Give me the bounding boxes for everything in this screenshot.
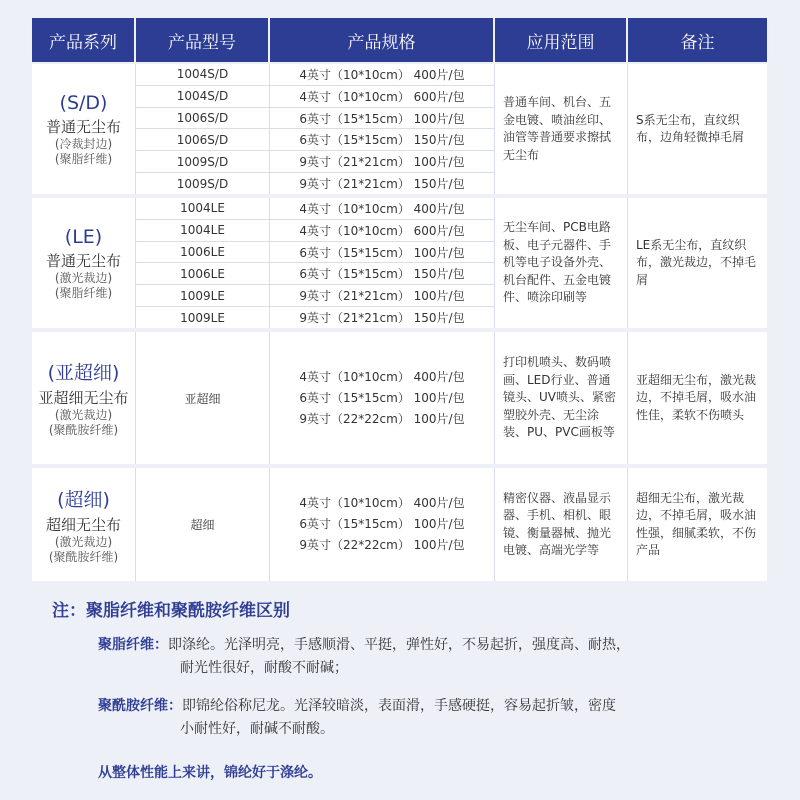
remarks-text: LE系无尘布，直纹织布，激光裁边，不掉毛屑 [636,237,757,287]
spec-cell: 9英寸（21*21cm） 150片/包 [299,177,465,192]
remarks-cell [628,332,767,464]
application-cell [495,64,628,194]
nylon-label: 聚酰胺纤维： [98,698,182,714]
model-cell: 1006S/D [136,108,269,130]
model-cell: 1009LE [136,285,269,307]
polyester-text: 即涤纶。光泽明亮，手感顺滑、平挺，弹性好，不易起折，强度高、耐热， [168,637,630,653]
remarks-text: 亚超细无尘布，激光裁边，不掉毛屑，吸水油性佳，柔软不伤喷头 [636,372,757,422]
series-name: 普通无尘布 [45,251,121,270]
model-cell [136,468,270,581]
spec-cell: 6英寸（15*15cm） 150片/包 [270,129,494,151]
spec-column [270,64,495,194]
remarks-cell [628,198,767,328]
group-sub-ultrafine [32,332,767,464]
model-column [136,198,270,328]
group-le [32,198,767,328]
spec-cell: 4英寸（10*10cm） 400片/包 [270,64,494,86]
model-column [136,64,270,194]
series-cell [32,332,136,464]
model-cell: 1006S/D [136,129,269,151]
polyester-text-cont: 耐光性很好，耐酸不耐碱； [180,660,348,676]
model-text: 超细 [190,518,215,532]
spec-cell: 6英寸（15*15cm） 100片/包 [270,242,494,264]
series-name: 普通无尘布 [45,117,121,136]
series-code: (亚超细) [47,362,120,384]
application-cell [495,468,628,581]
spec-cell: 4英寸（10*10cm） 600片/包 [270,86,494,108]
nylon-text-cont: 小耐性好，耐碱不耐酸。 [180,721,334,737]
model-cell [136,332,270,464]
spec-line: 9英寸（22*22cm） 100片/包 [299,538,465,552]
polyester-definition [98,634,630,680]
header-remarks: 备注 [628,18,767,62]
conclusion: 从整体性能上来讲，锦纶好于涤纶。 [98,765,322,781]
model-text: 亚超细 [184,391,221,406]
nylon-definition [98,695,616,741]
spec-cell: 6英寸（15*15cm） 100片/包 [270,108,494,130]
spec-cell: 4英寸（10*10cm） 400片/包 [270,198,494,220]
series-name: 超细无尘布 [45,515,121,534]
header-series: 产品系列 [32,18,136,62]
model-cell: 1009LE [180,310,225,325]
header-spec: 产品规格 [270,18,495,62]
polyester-label: 聚脂纤维： [98,637,168,653]
nylon-text: 即锦纶俗称尼龙。光泽较暗淡，表面滑，手感硬挺，容易起折皱，密度 [182,698,616,714]
series-cut: (激光裁边) [54,534,113,549]
application-cell [495,332,628,464]
series-cell [32,64,136,194]
series-cut: (激光裁边) [54,270,113,285]
series-cell [32,198,136,328]
spec-cell: 9英寸（21*21cm） 100片/包 [270,285,494,307]
application-text: 普通车间、机台、五金电镀、喷油丝印、油管等普通要求擦拭无尘布 [503,95,612,162]
remarks-text: S系无尘布，直纹织布，边角轻微掉毛屑 [636,112,745,144]
header-application: 应用范围 [495,18,628,62]
remarks-text: 超细无尘布，激光裁边，不掉毛屑，吸水油性强，细腻柔软，不伤产品 [636,490,757,557]
remarks-cell [628,468,767,581]
series-fiber: (聚脂纤维) [54,285,113,300]
group-ultrafine [32,468,767,581]
model-cell: 1009S/D [136,151,269,173]
series-code: (超细) [57,488,110,511]
model-cell: 1004S/D [136,64,269,86]
remarks-cell [628,64,767,194]
series-cut: (激光裁边) [54,408,113,422]
series-code: (LE) [64,225,103,248]
group-sd [32,64,767,194]
spec-cell [270,468,495,581]
header-model: 产品型号 [136,18,270,62]
spec-line: 6英寸（15*15cm） 100片/包 [299,517,465,531]
spec-cell: 9英寸（21*21cm） 150片/包 [299,311,465,326]
spec-line: 9英寸（22*22cm） 100片/包 [299,411,465,426]
model-cell: 1009S/D [176,176,229,191]
spec-cell: 4英寸（10*10cm） 600片/包 [270,220,494,242]
notes-title: 注：聚脂纤维和聚酰胺纤维区别 [52,601,290,621]
table-header [32,18,767,62]
spec-cell: 6英寸（15*15cm） 150片/包 [270,263,494,285]
series-fiber: (聚酰胺纤维) [48,549,119,564]
application-text: 无尘车间、PCB电路板、电子元器件、手机等电子设备外壳、机台配件、五金电镀件、喷涂印刷等 [503,220,612,305]
spec-column [270,198,495,328]
series-fiber: (聚酰胺纤维) [48,423,119,437]
series-cut: (冷裁封边) [54,136,113,151]
spec-cell: 9英寸（21*21cm） 100片/包 [270,151,494,173]
model-cell: 1006LE [136,242,269,264]
series-cell [32,468,136,581]
spec-line: 4英寸（10*10cm） 400片/包 [299,496,465,510]
spec-cell [270,332,495,464]
spec-line: 4英寸（10*10cm） 400片/包 [299,369,465,384]
model-cell: 1004LE [136,220,269,242]
series-code: (S/D) [59,91,108,114]
model-cell: 1004LE [136,198,269,220]
series-fiber: (聚脂纤维) [54,151,113,166]
application-text: 精密仪器、液晶显示器、手机、相机、眼镜、衡量器械、抛光电镀、高端光学等 [503,490,612,557]
application-cell [495,198,628,328]
model-cell: 1004S/D [136,86,269,108]
model-cell: 1006LE [136,263,269,285]
series-name: 亚超细无尘布 [38,389,129,407]
application-text: 打印机喷头、数码喷画、LED行业、普通镜头、UV喷头、紧密塑胶外壳、无尘涂装、PU、PVC画板等 [503,355,616,440]
spec-line: 6英寸（15*15cm） 100片/包 [299,390,465,405]
